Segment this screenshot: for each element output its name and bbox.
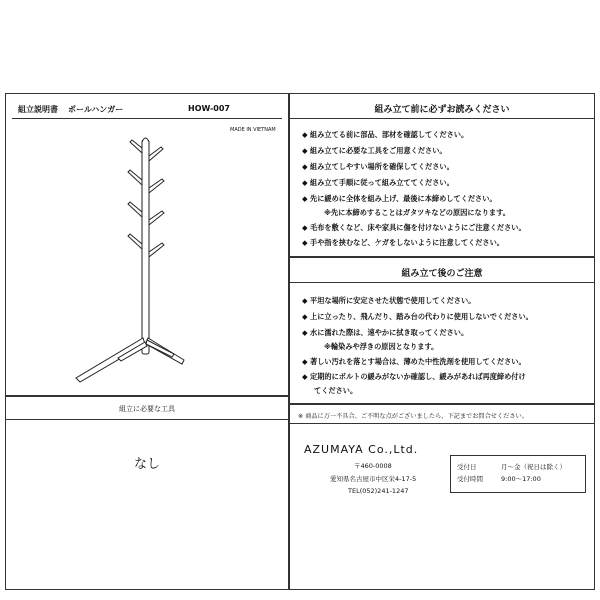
tools-divider (6, 419, 288, 420)
tools-value: なし (133, 457, 160, 472)
before-heading-divider (290, 118, 594, 119)
company-name: AZUMAYA Co.,Ltd. (304, 443, 419, 456)
after-item-note: ※輪染みや浮きの原因となります。 (324, 342, 439, 351)
title-divider (12, 118, 282, 119)
after-item-continued: てください。 (314, 386, 358, 395)
origin-label: MADE IN VIETNAM (230, 127, 276, 133)
before-item: ◆ 手や指を挟むなど、ケガをしないように注意してください。 (302, 238, 504, 247)
time-value: 9:00～17:00 (501, 475, 541, 483)
document-title: 組立説明書 (18, 105, 58, 114)
phone-number: TEL(052)241-1247 (348, 487, 409, 495)
model-number: HOW-007 (188, 104, 230, 113)
contact-note: ※ 商品に万一不具合、ご不明な点がございましたら、下記までお問合せください。 (298, 413, 528, 420)
pole-hanger-illustration (66, 132, 186, 392)
after-item: ◆ 定期的にボルトの緩みがないか確認し、緩みがあれば再度締め付け (302, 372, 526, 381)
before-item: ◆ 毛布を敷くなど、床や家具に傷を付けないようにご注意ください。 (302, 223, 526, 232)
contact-panel (289, 404, 595, 590)
before-item: ◆ 組み立てに必要な工具をご用意ください。 (302, 146, 447, 155)
time-label: 受付時間 (457, 475, 483, 483)
before-assembly-heading: 組み立て前に必ずお読みください (374, 105, 510, 115)
postal-code: 〒460-0008 (354, 462, 392, 470)
company-address: 愛知県名古屋市中区栄4-17-5 (330, 475, 417, 483)
product-name: ポールハンガー (68, 105, 124, 114)
before-item: ◆ 組み立てる前に部品、部材を確認してください。 (302, 130, 469, 139)
tools-panel (5, 396, 289, 590)
days-label: 受付日 (457, 463, 477, 471)
after-assembly-heading: 組み立て後のご注意 (401, 269, 483, 279)
before-item: ◆ 組み立てしやすい場所を確保してください。 (302, 162, 454, 171)
before-assembly-panel (289, 93, 595, 257)
days-value: 月～金（祝日は除く） (501, 463, 566, 471)
after-assembly-panel (289, 257, 595, 404)
after-item: ◆ 上に立ったり、飛んだり、踏み台の代わりに使用しないでください。 (302, 312, 533, 321)
before-item: ◆ 組み立て手順に従って組み立ててください。 (302, 178, 454, 187)
tools-heading: 組立に必要な工具 (119, 405, 175, 413)
before-item: ◆ 先に緩めに全体を組み上げ、最後に本締めしてください。 (302, 194, 497, 203)
after-heading-divider (290, 282, 594, 283)
after-item: ◆ 水に濡れた際は、速やかに拭き取ってください。 (302, 328, 469, 337)
business-hours-box (450, 455, 586, 493)
before-item-note: ※先に本締めすることはガタツキなどの原因になります。 (324, 208, 510, 217)
contact-divider (290, 423, 594, 424)
after-item: ◆ 平坦な場所に安定させた状態で使用してください。 (302, 296, 476, 305)
product-panel (5, 93, 289, 396)
after-item: ◆ 著しい汚れを落とす場合は、薄めた中性洗剤を使用してください。 (302, 357, 526, 366)
